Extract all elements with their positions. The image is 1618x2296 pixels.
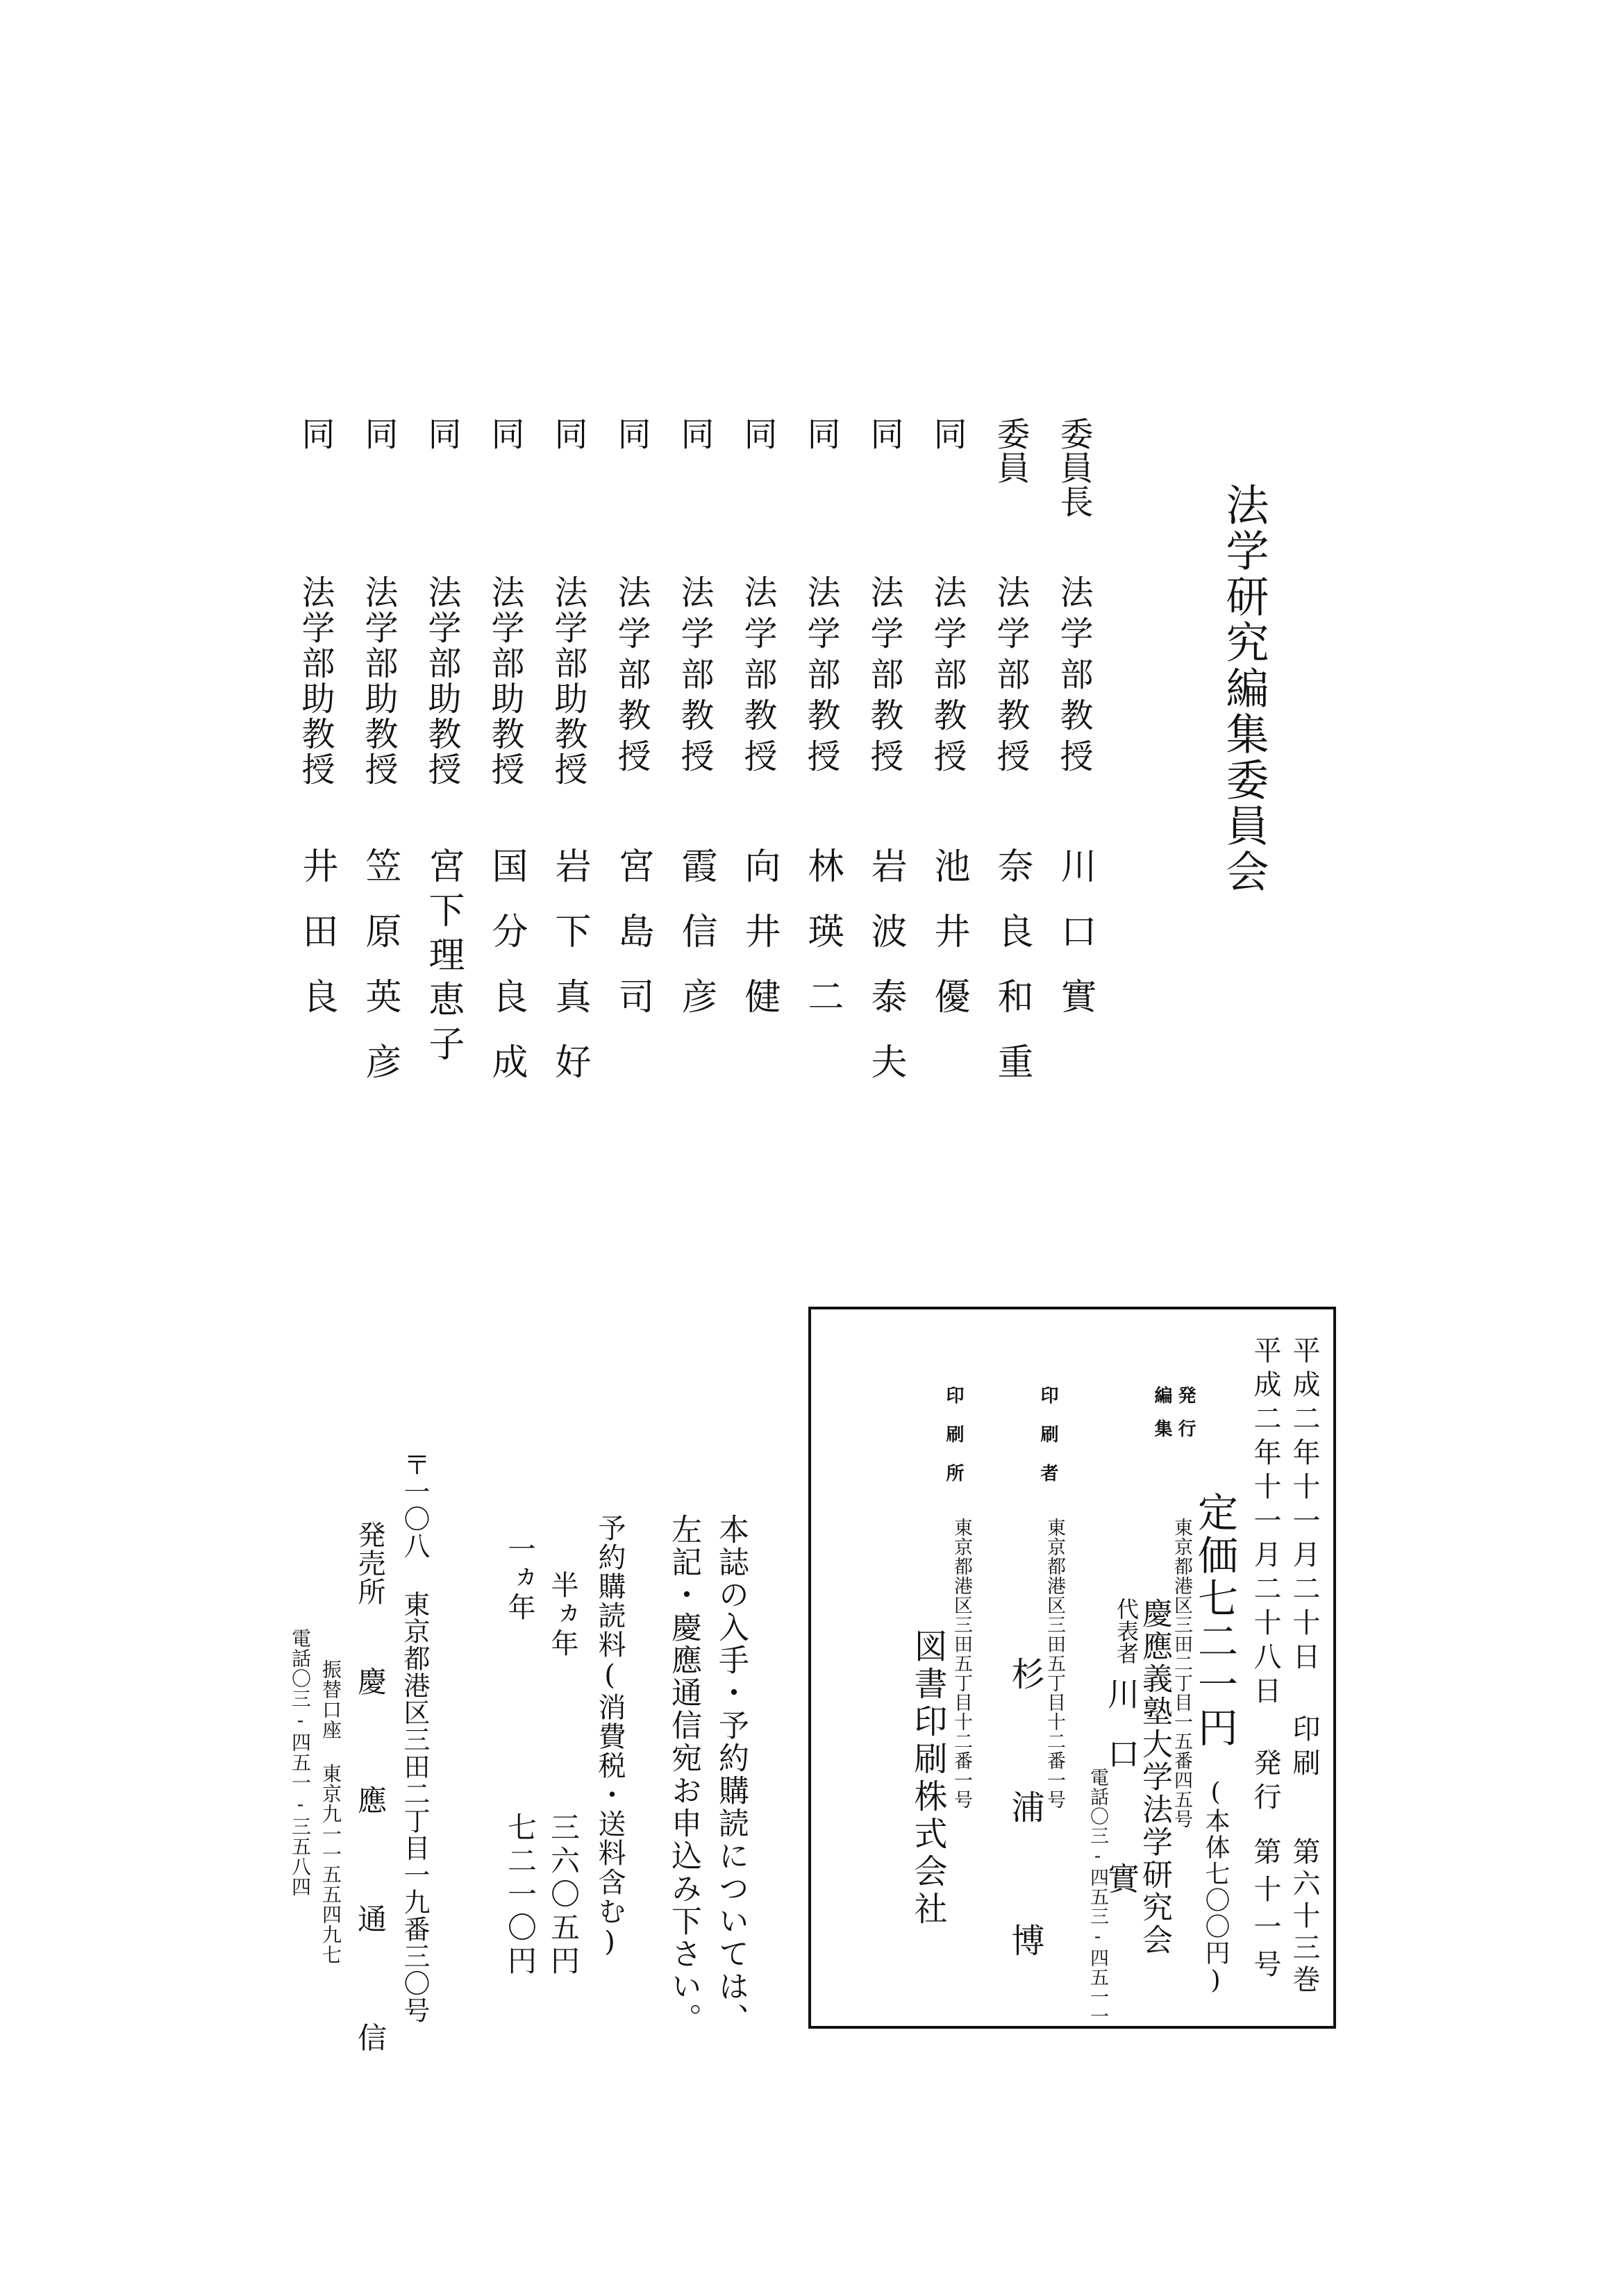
print-shop-address: 東京都港区三田五丁目十二番一号 — [951, 1518, 972, 1809]
printer-address: 東京都港区三田五丁目十二番一号 — [1044, 1518, 1065, 1809]
committee-title: 法学研究編集委員会 — [1219, 483, 1269, 895]
member-title: 法学部助教授 — [485, 575, 524, 787]
fee-heading: 予約購読料(消費税・送料含む) — [594, 1514, 626, 1959]
committee-member — [738, 417, 797, 1111]
committee-member — [991, 417, 1049, 1111]
transfer-account: 振替口座 東京九一一五五四九七 — [319, 1659, 342, 1965]
committee-member — [359, 417, 417, 1111]
member-role: 同 — [865, 417, 903, 451]
one-year-price: 七二一〇円 — [503, 1812, 537, 1979]
volume-number: 第六十三巻 — [1288, 1837, 1320, 1997]
price: 定価七二一円 — [1191, 1491, 1238, 1750]
notice-line-1: 本誌の入手・予約購読については、 — [713, 1514, 749, 2036]
half-year-price: 三六〇五円 — [547, 1812, 581, 1979]
postal-address: 〒一〇八 東京都港区三田二丁目一九番三〇号 — [399, 1451, 430, 2024]
member-name: 川口實 — [1054, 847, 1096, 1043]
representative-label: 代表者 — [1113, 1598, 1140, 1664]
printer-name: 杉 浦 博 — [1006, 1657, 1044, 1987]
member-name: 宮島司 — [612, 847, 653, 1043]
publisher-label-line2: 発行 — [1175, 1386, 1196, 1452]
member-role: 同 — [296, 417, 335, 451]
printer-label: 印刷者 — [1037, 1386, 1058, 1502]
member-title: 法学部教授 — [675, 575, 714, 780]
committee-member — [928, 417, 986, 1111]
member-role: 同 — [738, 417, 777, 451]
member-name: 井田良 — [296, 847, 337, 1043]
one-year-label: 一ヵ年 — [503, 1534, 535, 1622]
member-title: 法学部教授 — [1054, 575, 1093, 780]
member-name: 池井優 — [928, 847, 969, 1043]
member-role: 委員 — [991, 417, 1030, 485]
member-title: 法学部助教授 — [422, 575, 461, 787]
representative-name: 川口 實 — [1103, 1677, 1140, 1922]
member-role: 同 — [549, 417, 587, 451]
issue-number: 第十一号 — [1249, 1837, 1281, 1987]
committee-member — [551, 417, 607, 1111]
sales-name: 慶 應 通 信 — [353, 1666, 387, 2079]
sales-label: 発売所 — [353, 1520, 385, 1606]
committee-member — [422, 417, 481, 1111]
colophon-box — [808, 1307, 1336, 2029]
committee-member — [296, 417, 354, 1111]
member-name: 林瑛二 — [801, 847, 843, 1043]
member-title: 法学部教授 — [738, 575, 777, 780]
notice-line-2: 左記・慶應通信宛お申込み下さい。 — [666, 1514, 701, 2036]
publisher-phone: 電話〇三-四五三-四五一一 — [1087, 1768, 1108, 2026]
member-role: 委員長 — [1054, 417, 1093, 519]
member-role: 同 — [928, 417, 967, 451]
member-name: 岩下真好 — [549, 847, 590, 1108]
committee-member — [485, 417, 544, 1111]
print-shop-name: 図書印刷株式会社 — [908, 1629, 947, 1929]
sales-phone: 電話〇三-四五一-三五八四 — [289, 1628, 312, 1897]
publisher-label-line1: 編集 — [1151, 1386, 1172, 1452]
member-title: 法学部助教授 — [549, 575, 587, 787]
publisher-name: 慶應義塾大学法学研究会 — [1137, 1598, 1172, 1956]
member-title: 法学部教授 — [928, 575, 967, 780]
publish-date: 平成二年十一月二十八日 発行 — [1249, 1336, 1281, 1816]
member-name: 霞信彦 — [675, 847, 717, 1043]
committee-member — [675, 417, 733, 1111]
print-shop-label: 印刷所 — [943, 1386, 964, 1502]
member-role: 同 — [359, 417, 398, 451]
member-title: 法学部助教授 — [296, 575, 335, 787]
member-name: 国分良成 — [485, 847, 527, 1108]
member-name: 岩波泰夫 — [865, 847, 906, 1108]
member-name: 宮下理恵子 — [422, 847, 464, 1069]
member-role: 同 — [485, 417, 524, 451]
member-title: 法学部教授 — [801, 575, 840, 780]
member-name: 笠原英彦 — [359, 847, 401, 1108]
print-date: 平成二年十一月二十日 印刷 — [1288, 1336, 1320, 1782]
half-year-label: 半ヵ年 — [547, 1570, 578, 1658]
member-title: 法学部教授 — [612, 575, 651, 780]
committee-member — [867, 417, 923, 1111]
publisher-address: 東京都港区三田二丁目一五番四五号 — [1171, 1518, 1192, 1829]
member-title: 法学部教授 — [865, 575, 903, 780]
member-name: 奈良和重 — [991, 847, 1033, 1108]
committee-member — [612, 417, 670, 1111]
member-name: 向井健 — [738, 847, 780, 1043]
price-note: (本体七〇〇円) — [1201, 1778, 1230, 1996]
member-title: 法学部教授 — [991, 575, 1030, 780]
member-role: 同 — [422, 417, 461, 451]
member-role: 同 — [612, 417, 651, 451]
member-role: 同 — [675, 417, 714, 451]
committee-member — [1054, 417, 1112, 1111]
member-title: 法学部助教授 — [359, 575, 398, 787]
member-role: 同 — [801, 417, 840, 451]
committee-member — [801, 417, 860, 1111]
